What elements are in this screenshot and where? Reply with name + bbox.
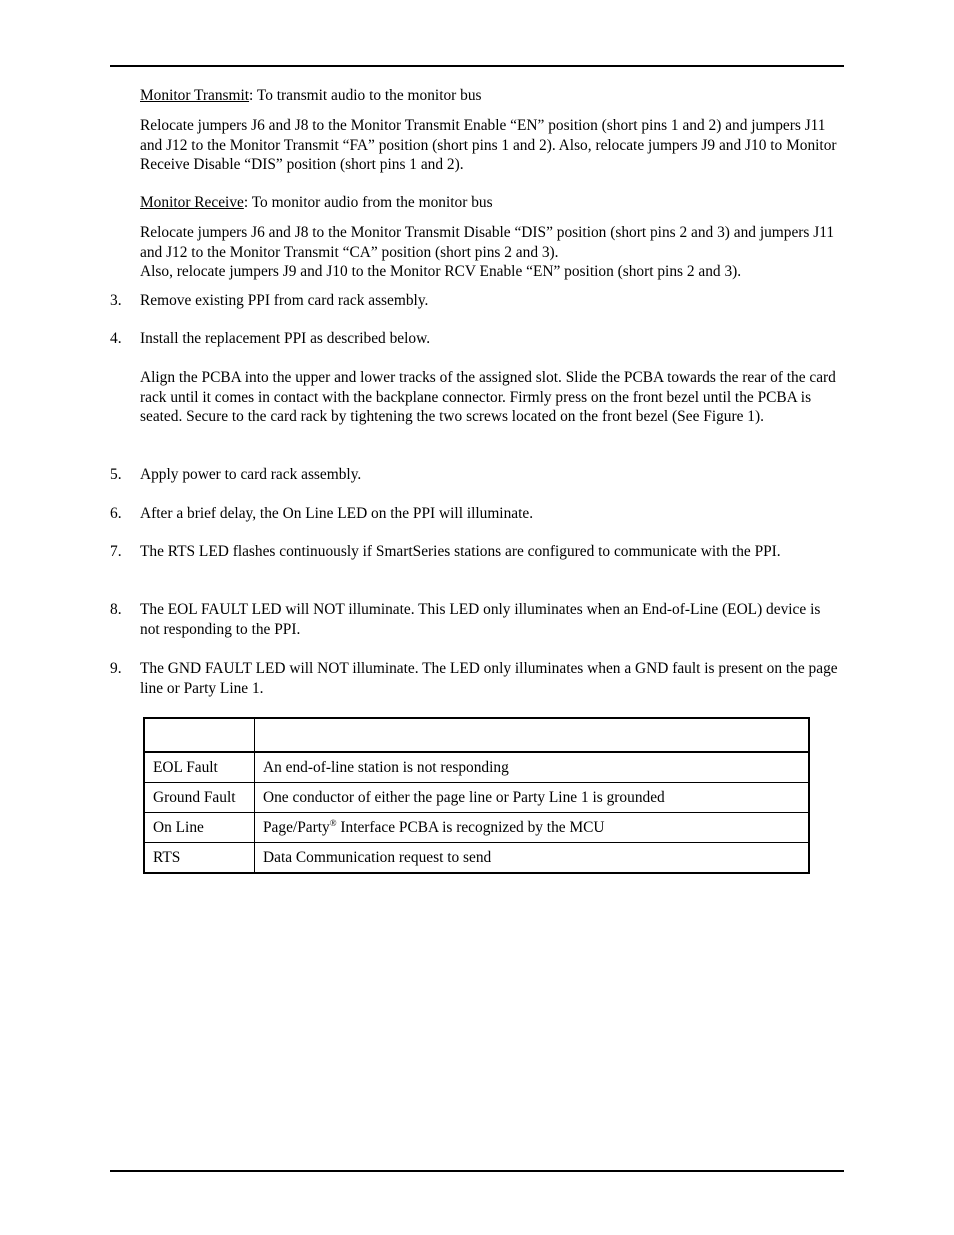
step-4-number: 4. [110,330,122,347]
monitor-receive-text-line1: Relocate jumpers J6 and J8 to the Monitor Transmit Disable “DIS” position (short pins 2 and 3) and jumpers J11 and J12 to the Monitor Transmit “CA” position (short pins 2 and 3). [140,224,835,261]
led-name: RTS [144,843,255,874]
monitor-receive-heading: Monitor Receive [140,194,244,211]
table-row [144,813,809,843]
footer-rule [110,1170,844,1172]
monitor-transmit-heading-line [140,86,840,106]
led-name: Ground Fault [144,783,255,813]
table-row [144,752,809,783]
led-status-table [143,717,810,874]
led-name: On Line [144,813,255,843]
table-header-description [255,718,810,752]
led-description: One conductor of either the page line or Party Line 1 is grounded [255,783,810,813]
step-7-text: The RTS LED flashes continuously if SmartSeries stations are configured to communicate with the PPI. [140,543,781,560]
table-row [144,783,809,813]
monitor-transmit-heading-suffix: : To transmit audio to the monitor bus [249,87,482,104]
led-description: Data Communication request to send [255,843,810,874]
step-5-text: Apply power to card rack assembly. [140,466,362,483]
header-rule [110,65,844,67]
led-description-pre: Page/Party [263,818,330,836]
monitor-receive-text-line2: Also, relocate jumpers J9 and J10 to the Monitor RCV Enable “EN” position (short pins 2 and 3). [140,263,742,281]
table-row [144,843,809,874]
step-4-detail: Align the PCBA into the upper and lower tracks of the assigned slot. Slide the PCBA towards the rear of the card rack until it comes in contact with the backplane connector. Firmly press on the front bezel until the PCBA is seated. Secure to the card rack by tightening the two screws located on the front bezel (See Figure 1). [140,369,836,426]
monitor-receive-heading-line [140,193,840,213]
step-3-text: Remove existing PPI from card rack assembly. [140,292,429,309]
step-4-text: Install the replacement PPI as described below. [140,330,431,347]
step-9-number: 9. [110,660,122,677]
table-header-row [144,718,809,752]
led-description-post: Interface PCBA is recognized by the MCU [336,818,605,836]
step-8-text: The EOL FAULT LED will NOT illuminate. This LED only illuminates when an End-of-Line (EOL) device is not responding to the PPI. [140,601,821,638]
step-7-number: 7. [110,543,122,560]
step-6-number: 6. [110,505,122,522]
step-5-number: 5. [110,466,122,483]
step-8-number: 8. [110,601,122,618]
step-6-text: After a brief delay, the On Line LED on the PPI will illuminate. [140,505,534,522]
monitor-receive-heading-suffix: : To monitor audio from the monitor bus [243,194,493,211]
table-header-led [144,718,255,752]
monitor-receive-text [140,223,840,282]
led-description: An end-of-line station is not responding [255,752,810,783]
led-description [255,813,810,843]
led-name: EOL Fault [144,752,255,783]
step-3-number: 3. [110,292,122,309]
step-9-text: The GND FAULT LED will NOT illuminate. The LED only illuminates when a GND fault is present on the page line or Party Line 1. [140,660,838,697]
registered-mark: ® [329,817,337,828]
monitor-transmit-heading: Monitor Transmit [140,87,250,104]
monitor-transmit-text: Relocate jumpers J6 and J8 to the Monitor Transmit Enable “EN” position (short pins 1 and 2) and jumpers J11 and J12 to the Monitor Transmit “FA” position (short pins 1 and 2). Also, relocate jumpers J9 and J10 to Monitor Receive Disable “DIS” position (short pins 1 and 2). [140,117,837,174]
